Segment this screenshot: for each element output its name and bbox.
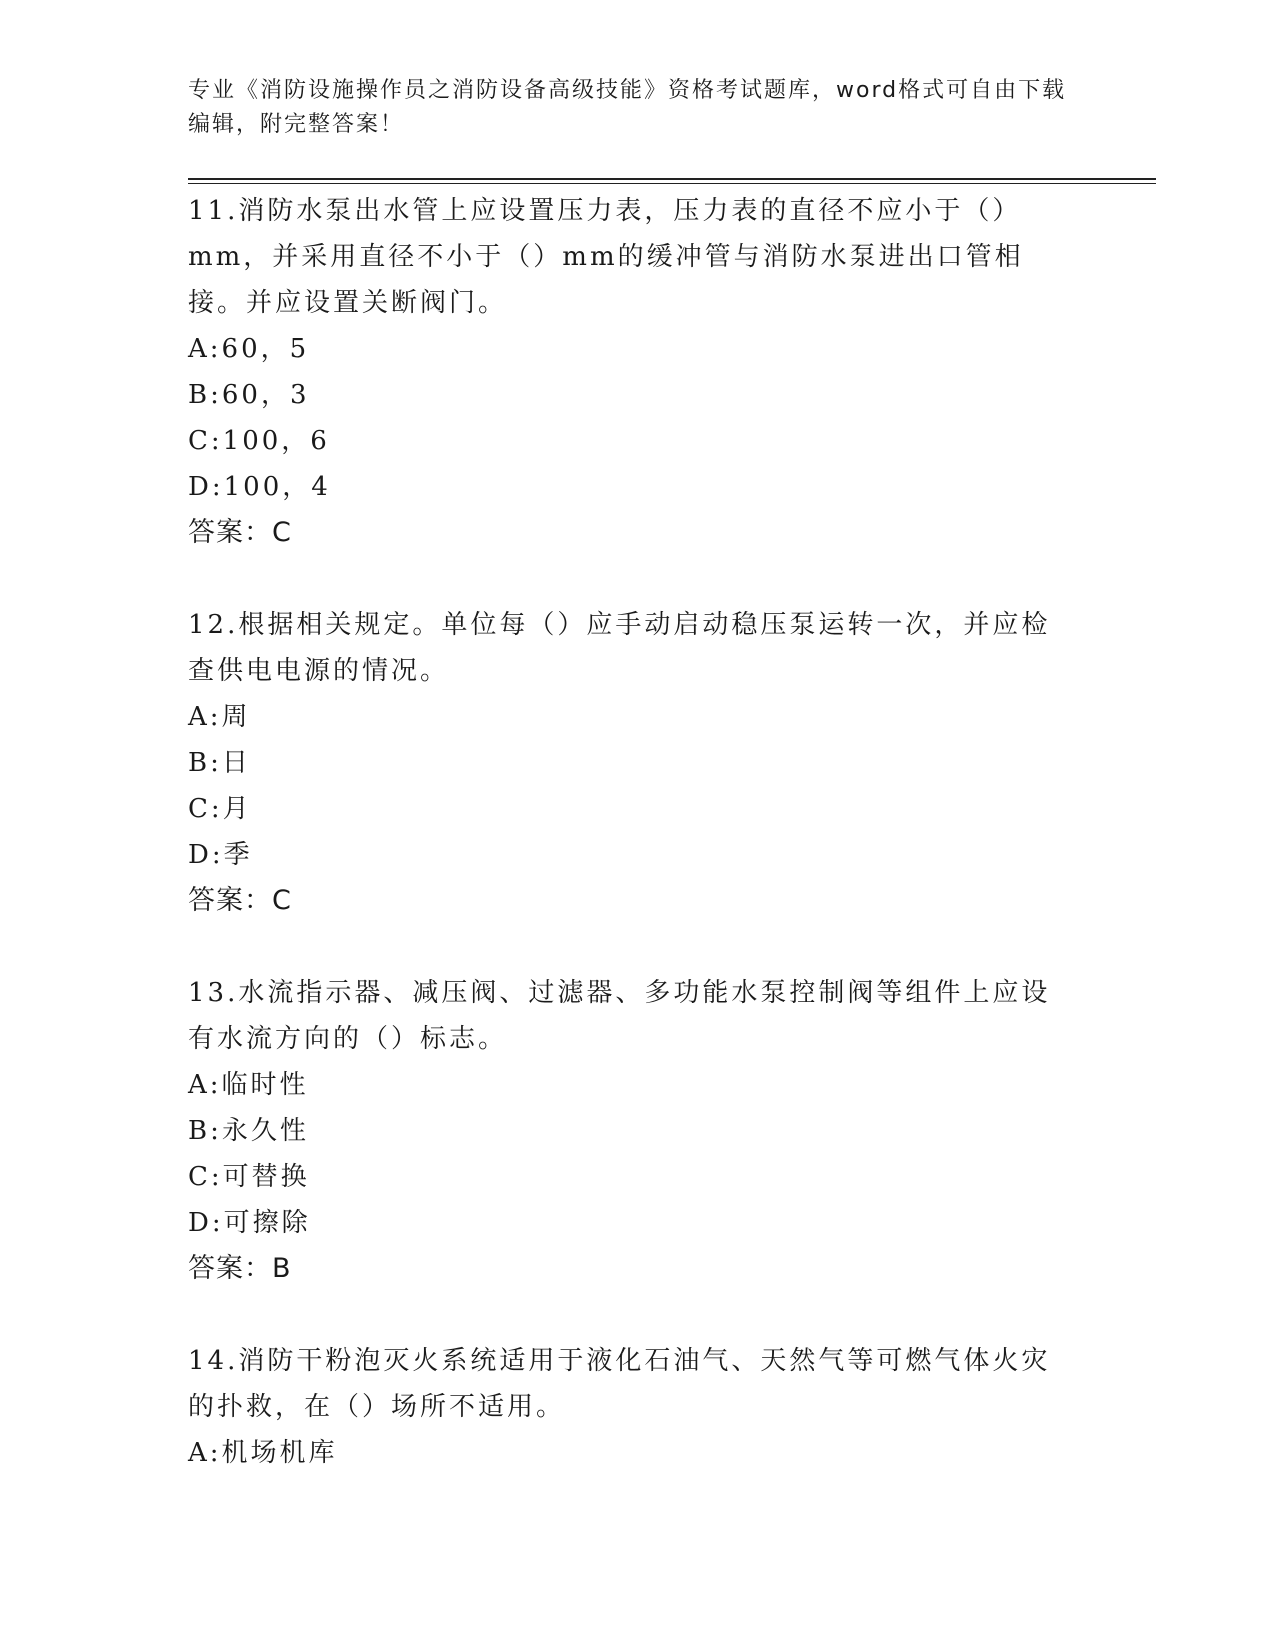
- answer-line: 答案：B: [188, 1253, 292, 1284]
- option-c: C:可替换: [188, 1162, 310, 1192]
- option-b: B:永久性: [188, 1116, 309, 1146]
- option-d: D:可擦除: [188, 1208, 311, 1238]
- question-13: [188, 970, 1088, 1292]
- option-c: C:月: [188, 794, 252, 824]
- option-d: D:季: [188, 840, 253, 870]
- option-c: C:100，6: [188, 426, 330, 456]
- document-header: 专业《消防设施操作员之消防设备高级技能》资格考试题库，word格式可自由下载编辑，附完整答案！: [188, 78, 1067, 137]
- answer-line: 答案：C: [188, 517, 292, 548]
- header-divider-thin: [188, 183, 1156, 184]
- question-14: [188, 1338, 1088, 1476]
- option-d: D:100，4: [188, 472, 331, 502]
- question-list: [188, 188, 1088, 1522]
- question-stem: 12.根据相关规定。单位每（）应手动启动稳压泵运转一次，并应检查供电电源的情况。: [188, 610, 1051, 686]
- question-stem: 13.水流指示器、减压阀、过滤器、多功能水泵控制阀等组件上应设有水流方向的（）标志。: [188, 978, 1051, 1054]
- header-divider-thick: [188, 178, 1156, 180]
- option-b: B:日: [188, 748, 251, 778]
- question-11: [188, 188, 1088, 556]
- question-12: [188, 602, 1088, 924]
- option-a: A:机场机库: [188, 1438, 338, 1468]
- option-a: A:60，5: [188, 334, 310, 364]
- option-b: B:60，3: [188, 380, 310, 410]
- option-a: A:临时性: [188, 1070, 309, 1100]
- answer-line: 答案：C: [188, 885, 292, 916]
- question-stem: 14.消防干粉泡灭火系统适用于液化石油气、天然气等可燃气体火灾的扑救，在（）场所不适用。: [188, 1346, 1051, 1422]
- option-a: A:周: [188, 702, 251, 732]
- question-stem: 11.消防水泵出水管上应设置压力表，压力表的直径不应小于（）mm，并采用直径不小于（）mm的缓冲管与消防水泵进出口管相接。并应设置关断阀门。: [188, 196, 1024, 318]
